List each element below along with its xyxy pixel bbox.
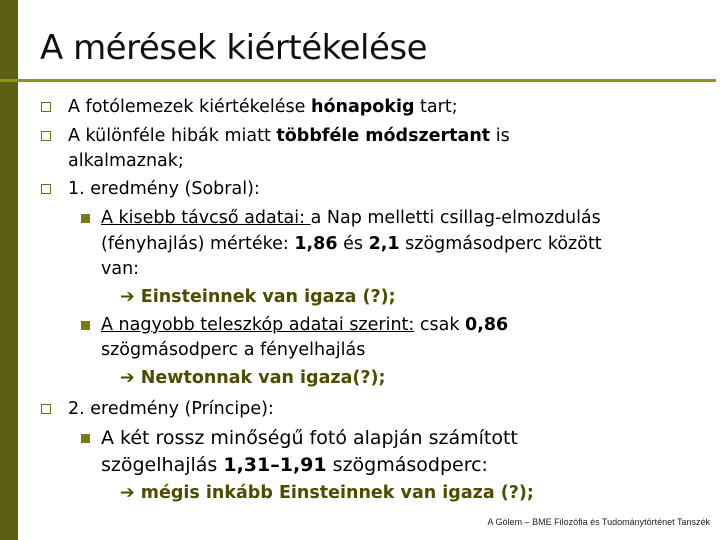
sub-bullet-square-icon: [81, 321, 90, 330]
title-underline: [0, 79, 716, 82]
bullet-box-icon: [41, 184, 51, 194]
conclusion-3: ➔ mégis inkább Einsteinnek van igaza (?);: [120, 483, 534, 503]
sub-bullet-1-line2: (fényhajlás) mértéke: 1,86 és 2,1 szögmásodperc között: [101, 234, 602, 254]
sub-bullet-square-icon: [81, 434, 90, 443]
sub-bullet-3: A két rossz minőségű fotó alapján számított: [101, 427, 518, 449]
sub-bullet-square-icon: [81, 214, 90, 223]
bullet-box-icon: [41, 131, 51, 141]
bullet-3: 1. eredmény (Sobral):: [68, 179, 260, 199]
sub-bullet-1-line3: van:: [101, 259, 140, 279]
conclusion-1: ➔ Einsteinnek van igaza (?);: [120, 287, 396, 307]
sub-bullet-2: A nagyobb teleszkóp adatai szerint: csak 0,86: [101, 315, 509, 335]
conclusion-2: ➔ Newtonnak van igaza(?);: [120, 368, 386, 388]
arrow-right-icon: ➔: [120, 483, 135, 503]
slide-title: A mérések kiértékelése: [40, 28, 428, 68]
sub-bullet-3-line2: szögelhajlás 1,31–1,91 szögmásodperc:: [101, 454, 488, 476]
bullet-2: A különféle hibák miatt többféle módszertant is: [68, 126, 510, 146]
bullet-2-continuation: alkalmaznak;: [68, 151, 184, 171]
bullet-box-icon: [41, 404, 51, 414]
bullet-box-icon: [41, 102, 51, 112]
arrow-right-icon: ➔: [120, 368, 135, 388]
arrow-right-icon: ➔: [120, 287, 135, 307]
sub-bullet-1: A kisebb távcső adatai: a Nap melletti csillag-elmozdulás: [101, 208, 601, 228]
footer-credit: A Gólem – BME Filozófia és Tudománytörténet Tanszék: [487, 517, 710, 527]
sub-bullet-2-line2: szögmásodperc a fényelhajlás: [101, 340, 366, 360]
bullet-1: A fotólemezek kiértékelése hónapokig tart;: [68, 97, 458, 117]
bullet-4: 2. eredmény (Príncipe):: [68, 399, 274, 419]
